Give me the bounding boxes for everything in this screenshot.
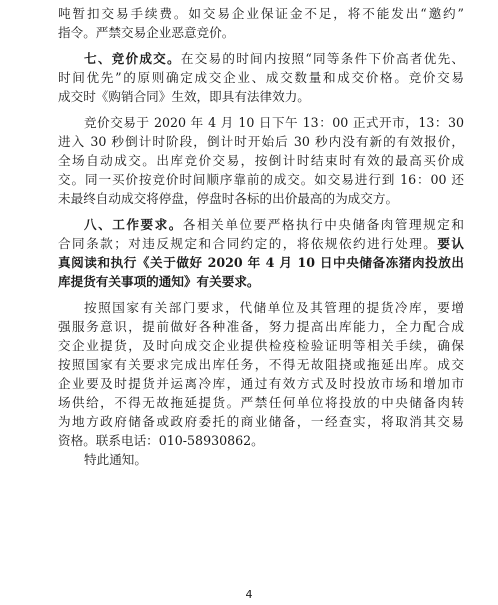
- text-line: 企业要及时提货并运离冷库，通过有效方式及时投放市场和增加市: [58, 376, 464, 391]
- section-8-line: [84, 217, 464, 233]
- text-line-bold: 真阅读和执行《关于做好 2020 年 4 月 10 日中央储备冻猪肉投放出: [58, 255, 464, 270]
- section-7-line: [84, 51, 464, 67]
- text-line: 为地方政府储备或政府委托的商业储备，一经查实，将取消其交易: [58, 414, 464, 429]
- text-line: 进入 30 秒倒计时阶段，倒计时开始后 30 秒内没有新的有效报价，: [58, 134, 464, 149]
- text-span: 在交易的时间内按照“同等条件下价高者优先、: [180, 51, 464, 66]
- text-line: 交。同一买价按竞价时间顺序靠前的成交。如交易进行到 16：00 还: [58, 172, 464, 187]
- page-number: 4: [245, 588, 253, 601]
- text-line: 未最终自动成交将停盘，停盘时各标的出价最高的为成交方。: [58, 191, 399, 206]
- text-line: 指令。严禁交易企业恶意竞价。: [58, 25, 235, 40]
- text-line: 资格。联系电话：010-58930862。: [58, 433, 264, 448]
- text-line: [58, 236, 464, 252]
- text-line: 强服务意识，提前做好各种准备，努力提高出库能力，全力配合成: [58, 319, 464, 334]
- closing-line: 特此通知。: [84, 452, 147, 467]
- text-line: 成交时《购销合同》生效，即具有法律效力。: [58, 89, 310, 104]
- text-span: 各相关单位要严格执行中央储备肉管理规定和: [182, 217, 465, 232]
- text-line: 全场自动成交。出库竞价交易，按倒计时结束时有效的最高买价成: [58, 153, 464, 168]
- text-line: 时间优先”的原则确定成交企业、成交数量和成交价格。竞价交易: [58, 70, 464, 85]
- text-line: 按照国家有关部门要求，代储单位及其管理的提货冷库，要增: [84, 300, 464, 315]
- text-span-bold: 要认: [437, 236, 465, 251]
- text-line: 场供给，不得无故拖延提货。严禁任何单位将投放的中央储备肉转: [58, 395, 464, 410]
- text-line: 吨暂扣交易手续费。如交易企业保证金不足，将不能发出“邀约”: [58, 6, 464, 21]
- text-line: 按照国家有关要求完成出库任务，不得无故阻挠或拖延出库。成交: [58, 357, 464, 372]
- text-line-bold: 库提货有关事项的通知》有关要求。: [58, 274, 260, 289]
- section-7-heading: 七、竞价成交。: [84, 51, 181, 66]
- text-span: 合同条款；对违反规定和合同约定的，将依规依约进行处理。: [58, 236, 438, 251]
- text-line: 竞价交易于 2020 年 4 月 10 日下午 13：00 正式开市，13：30: [84, 115, 464, 130]
- section-8-heading: 八、工作要求。: [84, 217, 183, 232]
- text-line: 交企业提货，及时向成交企业提供检疫检验证明等相关手续，确保: [58, 338, 464, 353]
